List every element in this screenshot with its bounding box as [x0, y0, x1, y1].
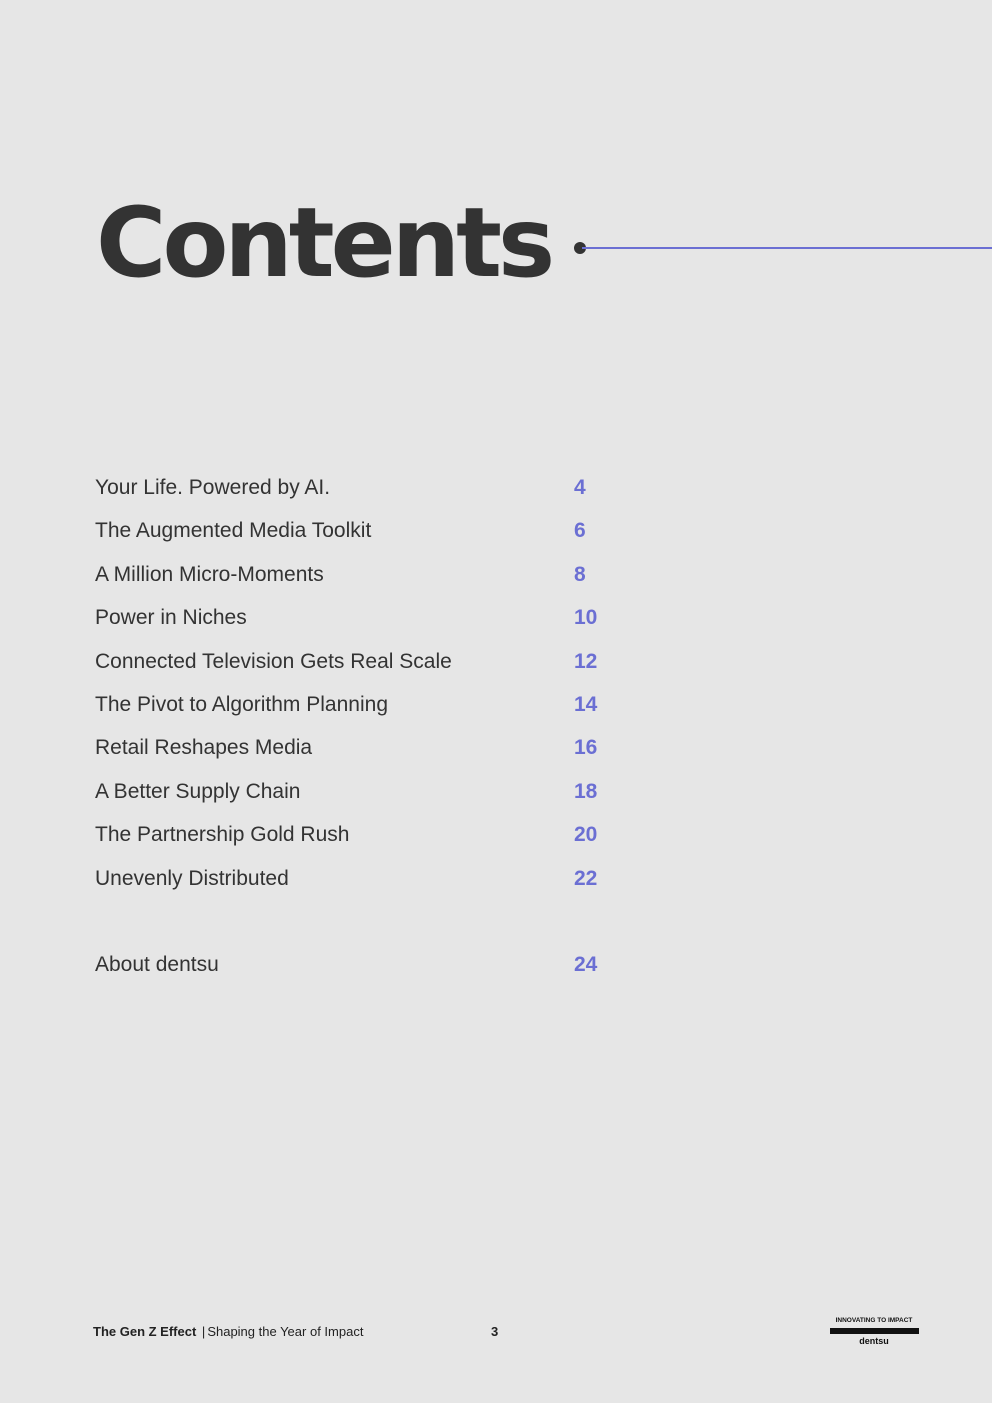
toc-entry[interactable] [95, 470, 635, 513]
toc-entry-page: 20 [574, 823, 598, 847]
toc-entry[interactable] [95, 513, 635, 556]
toc-entry[interactable] [95, 730, 635, 773]
title-divider [574, 241, 992, 255]
toc-entry[interactable] [95, 774, 635, 817]
toc-entry-page: 8 [574, 562, 586, 586]
toc-entry-page: 6 [574, 519, 586, 543]
toc-entry-label: A Million Micro-Moments [95, 562, 324, 586]
logo-tagline: INNOVATING TO IMPACT [835, 1317, 913, 1324]
toc-entry-label: The Pivot to Algorithm Planning [95, 692, 388, 716]
toc-about-section [95, 947, 635, 990]
toc-entry-page: 16 [574, 736, 598, 760]
toc-entry[interactable] [95, 687, 635, 730]
footer-doc-title: The Gen Z Effect [93, 1324, 197, 1339]
toc-entry-page: 18 [574, 779, 598, 803]
toc-entry-label: Connected Television Gets Real Scale [95, 649, 452, 673]
toc-entry[interactable] [95, 861, 635, 904]
toc-entry-page: 14 [574, 692, 598, 716]
toc-entry[interactable] [95, 600, 635, 643]
toc-entry-label: Unevenly Distributed [95, 866, 289, 890]
toc-entry-label: The Partnership Gold Rush [95, 823, 350, 847]
footer-separator: | [201, 1324, 206, 1339]
toc-entry-label: Retail Reshapes Media [95, 736, 313, 760]
toc-entry-label: A Better Supply Chain [95, 779, 301, 803]
toc-entry[interactable] [95, 557, 635, 600]
footer-document-info [93, 1323, 363, 1341]
toc-entry-page: 4 [574, 476, 586, 499]
toc-entry-label: About dentsu [95, 953, 219, 976]
divider-line [582, 247, 992, 249]
toc-entry-about[interactable] [95, 947, 635, 990]
toc-entry-label: Power in Niches [95, 606, 247, 630]
dentsu-logo [828, 1316, 920, 1350]
toc-entry[interactable] [95, 817, 635, 860]
footer-subtitle: Shaping the Year of Impact [207, 1324, 364, 1339]
logo-brand: dentsu [859, 1336, 889, 1346]
table-of-contents [95, 470, 635, 904]
toc-entry[interactable] [95, 644, 635, 687]
page-title: Contents [96, 187, 552, 299]
toc-entry-page: 12 [574, 649, 598, 673]
toc-entry-label: The Augmented Media Toolkit [95, 519, 372, 543]
footer-page-number: 3 [491, 1324, 499, 1339]
toc-entry-page: 24 [574, 953, 598, 976]
toc-entry-label: Your Life. Powered by AI. [95, 476, 331, 499]
toc-entry-page: 22 [574, 866, 598, 890]
toc-entry-page: 10 [574, 606, 598, 630]
